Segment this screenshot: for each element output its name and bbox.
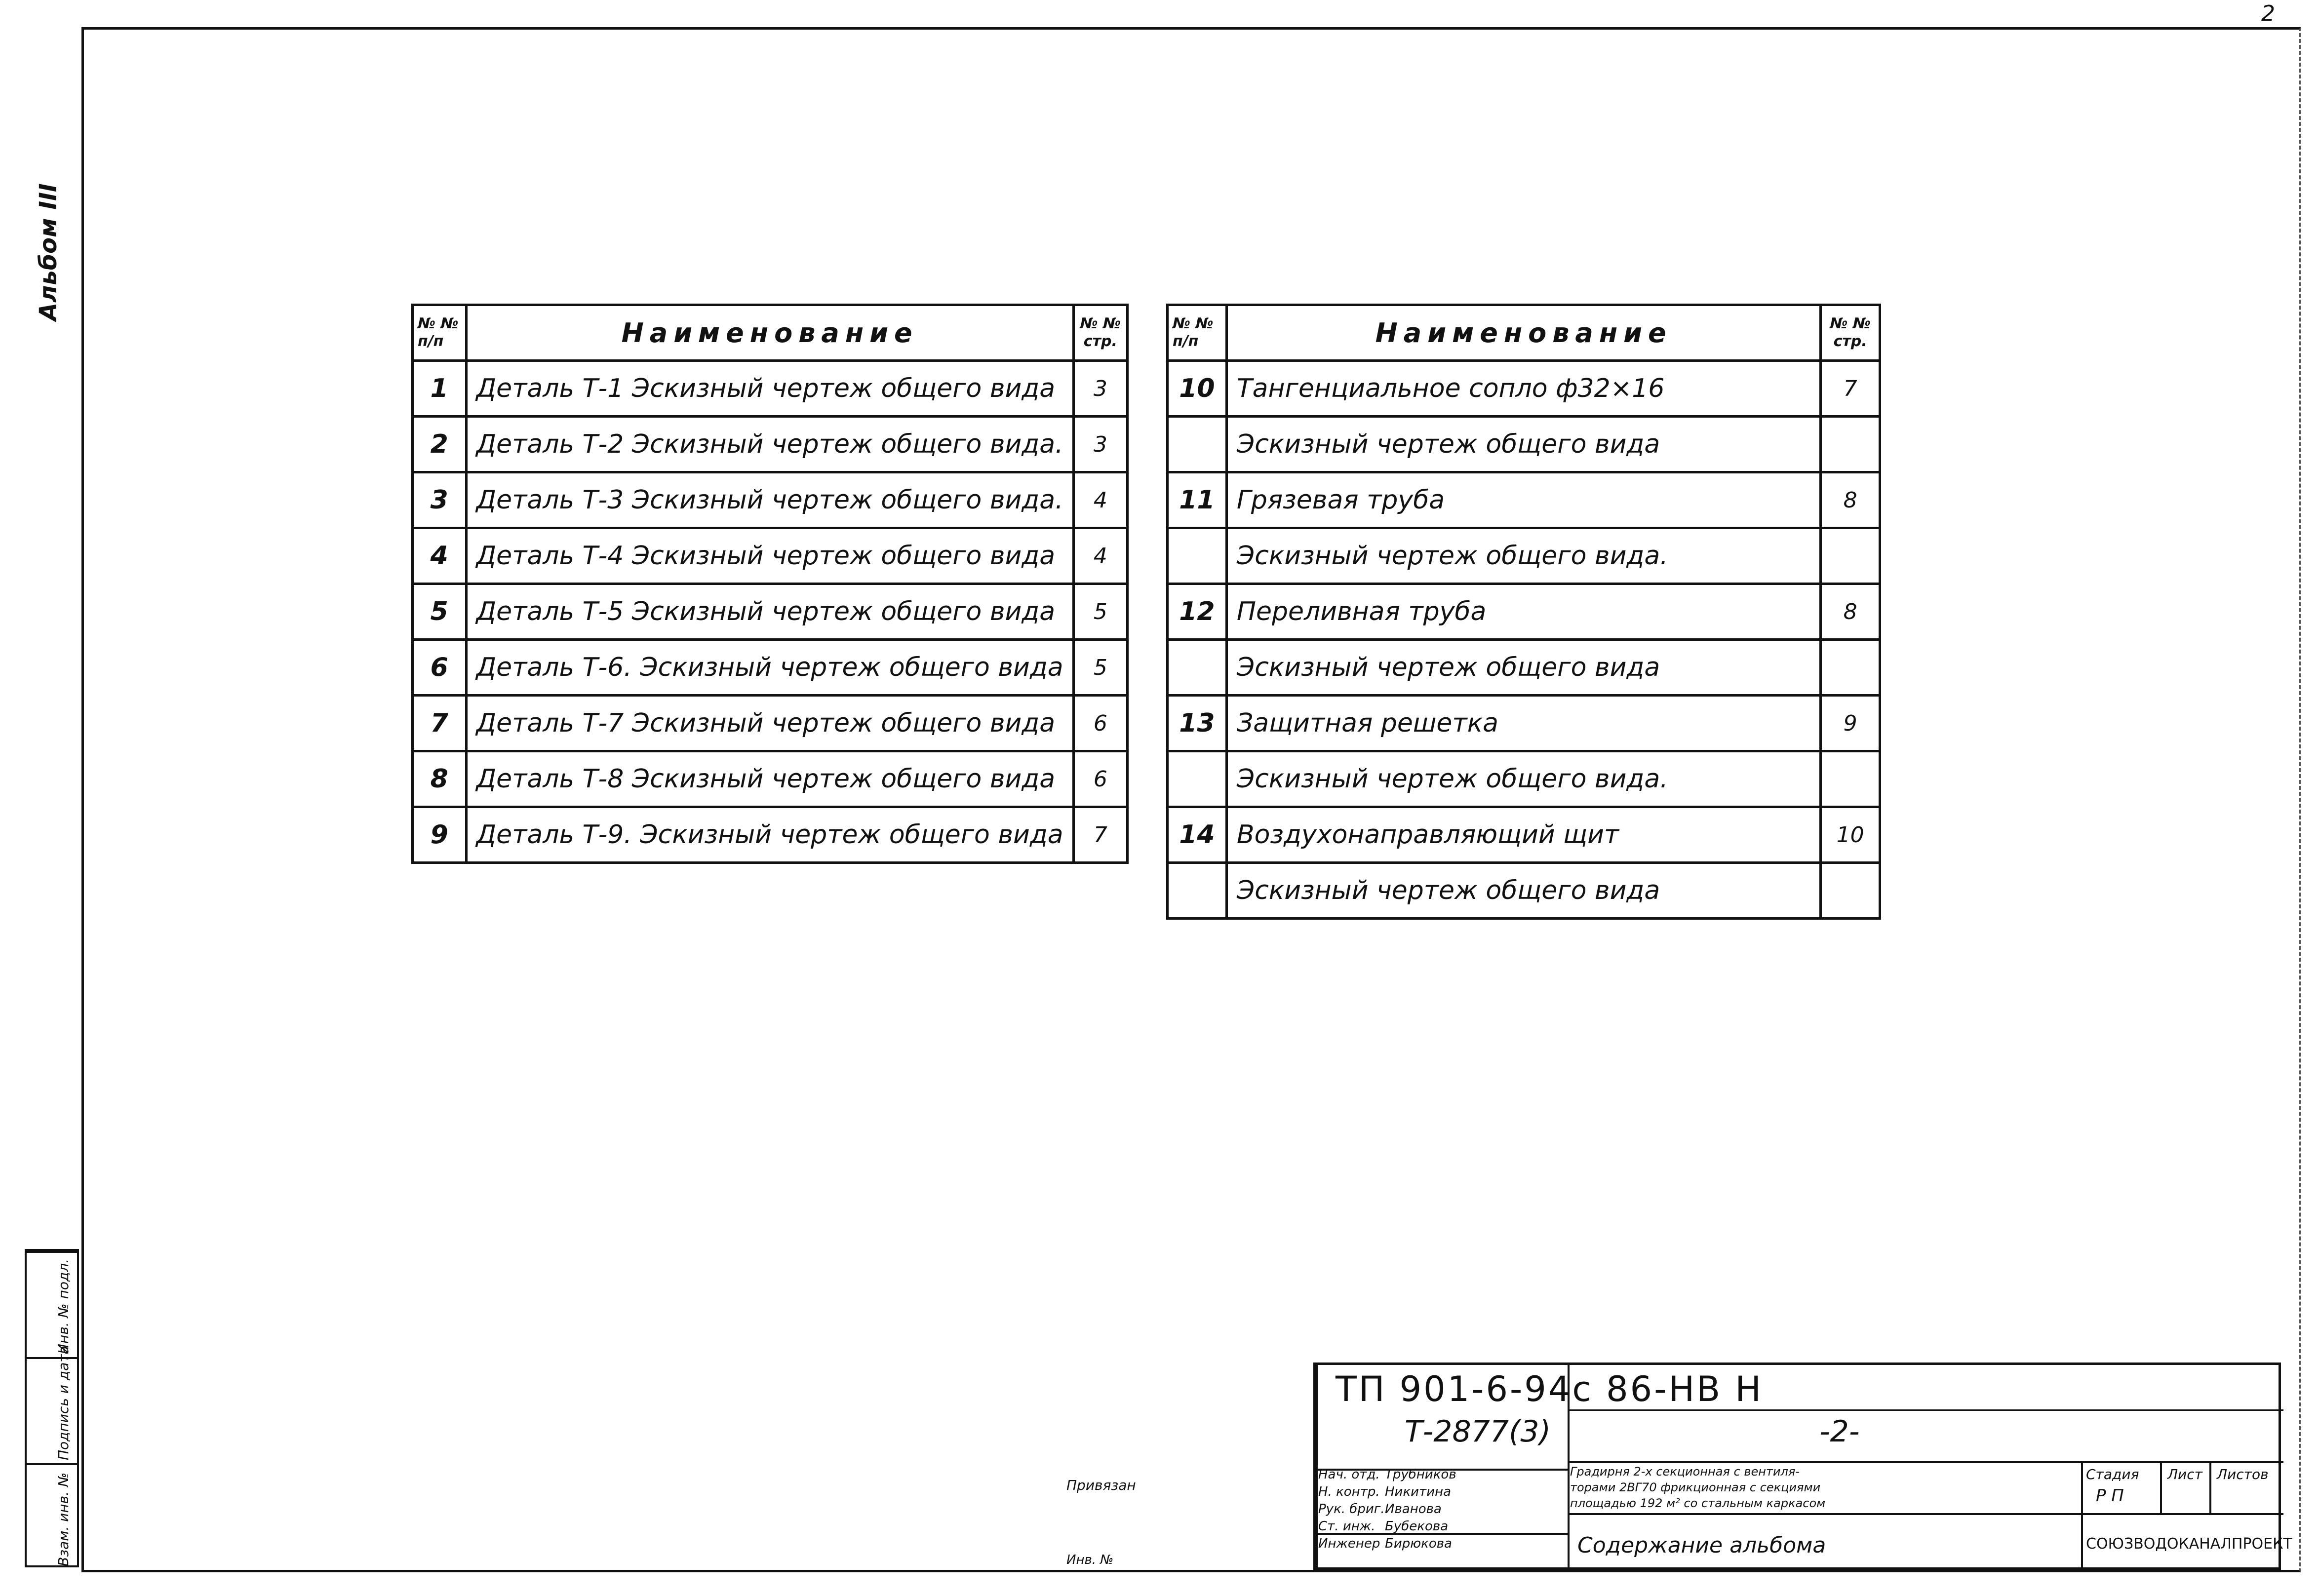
row-number: 1 xyxy=(413,361,467,417)
tb-line xyxy=(2209,1461,2211,1513)
row-number: 3 xyxy=(413,472,467,528)
sheet-number: 2 xyxy=(2261,1,2275,26)
sheets-header: Листов xyxy=(2217,1466,2269,1482)
tb-line xyxy=(1316,1365,1318,1567)
row-number: 12 xyxy=(1168,584,1227,640)
row-name: Воздухонаправляющий щит xyxy=(1226,807,1820,863)
row-name: Эскизный чертеж общего вида xyxy=(1226,417,1820,472)
signature-name: Бирюкова xyxy=(1385,1536,1452,1551)
row-number: 2 xyxy=(413,417,467,472)
header-page: № № стр. xyxy=(1821,305,1880,361)
signature-name: Никитина xyxy=(1385,1484,1452,1499)
doc-code: ТП 901-6-94с 86-НВ Н xyxy=(1336,1369,1763,1409)
row-page: 10 xyxy=(1821,807,1880,863)
signature-name: Иванова xyxy=(1385,1502,1442,1517)
row-number: 11 xyxy=(1168,472,1227,528)
header-name: Наименование xyxy=(1226,305,1820,361)
tb-line xyxy=(1568,1461,2283,1463)
row-name: Деталь Т-5 Эскизный чертеж общего вида xyxy=(466,584,1073,640)
album-label: Альбом III xyxy=(35,183,62,321)
row-name: Переливная труба xyxy=(1226,584,1820,640)
signature-role: Рук. бриг. xyxy=(1318,1502,1385,1517)
stage-header: Стадия xyxy=(2086,1466,2139,1482)
signature-role: Инженер xyxy=(1318,1536,1380,1551)
row-name: Деталь Т-2 Эскизный чертеж общего вида. xyxy=(466,417,1073,472)
row-page: 7 xyxy=(1073,807,1127,863)
toc-row xyxy=(1168,807,1880,863)
toc-row xyxy=(413,528,1128,584)
tb-line xyxy=(2160,1461,2162,1513)
row-number: 9 xyxy=(413,807,467,863)
signature-name: Трубников xyxy=(1385,1467,1456,1482)
toc-row xyxy=(1168,640,1880,696)
row-number: 5 xyxy=(413,584,467,640)
tb-line xyxy=(1568,1409,2283,1411)
handwritten-ref: Т-2877(3) xyxy=(1405,1414,1551,1449)
row-page: 6 xyxy=(1073,696,1127,751)
row-page: 8 xyxy=(1821,472,1880,528)
row-name: Эскизный чертеж общего вида. xyxy=(1226,528,1820,584)
toc-row xyxy=(1168,584,1880,640)
row-number: 13 xyxy=(1168,696,1227,751)
row-name: Деталь Т-8 Эскизный чертеж общего вида xyxy=(466,751,1073,807)
side-stamp xyxy=(25,1249,79,1567)
row-page: 8 xyxy=(1821,584,1880,640)
toc-row xyxy=(413,751,1128,807)
row-name: Эскизный чертеж общего вида xyxy=(1226,640,1820,696)
row-number: 7 xyxy=(413,696,467,751)
row-name: Деталь Т-9. Эскизный чертеж общего вида xyxy=(466,807,1073,863)
organization: СОЮЗВОДОКАНАЛПРОЕКТ xyxy=(2086,1535,2292,1553)
row-name: Грязевая труба xyxy=(1226,472,1820,528)
row-name: Эскизный чертеж общего вида. xyxy=(1226,751,1820,807)
row-name: Защитная решетка xyxy=(1226,696,1820,751)
row-page: 3 xyxy=(1073,417,1127,472)
linked-label: Привязан xyxy=(1066,1477,1136,1493)
signature-role: Ст. инж. xyxy=(1318,1519,1376,1534)
row-page xyxy=(1821,640,1880,696)
toc-row xyxy=(1168,472,1880,528)
toc-row xyxy=(413,472,1128,528)
tb-line xyxy=(1568,1513,2283,1515)
toc-row xyxy=(413,640,1128,696)
row-page: 7 xyxy=(1821,361,1880,417)
row-number xyxy=(1168,417,1227,472)
row-number xyxy=(1168,528,1227,584)
row-number xyxy=(1168,640,1227,696)
header-name: Наименование xyxy=(466,305,1073,361)
row-page xyxy=(1821,751,1880,807)
row-number: 8 xyxy=(413,751,467,807)
row-name: Деталь Т-1 Эскизный чертеж общего вида xyxy=(466,361,1073,417)
toc-row xyxy=(413,361,1128,417)
row-page: 6 xyxy=(1073,751,1127,807)
side-stamp-inv: Инв. № подл. xyxy=(55,1258,72,1354)
signature-name: Бубекова xyxy=(1385,1519,1449,1534)
toc-row xyxy=(1168,361,1880,417)
toc-row xyxy=(1168,751,1880,807)
header-number: № № п/п xyxy=(413,305,467,361)
signature-role: Н. контр. xyxy=(1318,1484,1380,1499)
signature-role: Нач. отд. xyxy=(1318,1467,1380,1482)
toc-row xyxy=(413,417,1128,472)
sheet-mark: -2- xyxy=(1819,1414,1860,1449)
header-page: № № стр. xyxy=(1073,305,1127,361)
tb-line xyxy=(2081,1461,2083,1572)
toc-row xyxy=(1168,696,1880,751)
header-number: № № п/п xyxy=(1168,305,1227,361)
row-number: 14 xyxy=(1168,807,1227,863)
row-number xyxy=(1168,863,1227,919)
toc-row xyxy=(413,584,1128,640)
row-page xyxy=(1821,528,1880,584)
toc-row xyxy=(1168,863,1880,919)
description: Градирня 2-х секционная с вентиля- торами 2ВГ70 фрикционная с секциями площадью 192 м² со стальным каркасом xyxy=(1570,1465,1826,1510)
row-name: Деталь Т-4 Эскизный чертеж общего вида xyxy=(466,528,1073,584)
row-name: Эскизный чертеж общего вида xyxy=(1226,863,1820,919)
row-page: 5 xyxy=(1073,640,1127,696)
row-page: 4 xyxy=(1073,472,1127,528)
row-name: Тангенциальное сопло ф32×16 xyxy=(1226,361,1820,417)
row-number: 4 xyxy=(413,528,467,584)
row-page: 9 xyxy=(1821,696,1880,751)
row-page xyxy=(1821,417,1880,472)
row-page: 5 xyxy=(1073,584,1127,640)
row-name: Деталь Т-7 Эскизный чертеж общего вида xyxy=(466,696,1073,751)
toc-row xyxy=(1168,417,1880,472)
row-name: Деталь Т-6. Эскизный чертеж общего вида xyxy=(466,640,1073,696)
row-number: 6 xyxy=(413,640,467,696)
row-page: 3 xyxy=(1073,361,1127,417)
row-number xyxy=(1168,751,1227,807)
stage-value: Р П xyxy=(2096,1486,2124,1506)
toc-row xyxy=(413,807,1128,863)
toc-row xyxy=(413,696,1128,751)
contents-table-right xyxy=(1166,304,1881,920)
side-stamp-replace: Взам. инв. № xyxy=(55,1472,72,1566)
row-page xyxy=(1821,863,1880,919)
toc-row xyxy=(1168,528,1880,584)
contents-table-left xyxy=(411,304,1129,864)
inv-label: Инв. № xyxy=(1066,1553,1114,1567)
row-name: Деталь Т-3 Эскизный чертеж общего вида. xyxy=(466,472,1073,528)
sheet-header: Лист xyxy=(2167,1466,2202,1482)
drawing-title: Содержание альбома xyxy=(1577,1533,1826,1558)
row-number: 10 xyxy=(1168,361,1227,417)
title-block xyxy=(1066,1362,2292,1570)
row-page: 4 xyxy=(1073,528,1127,584)
side-stamp-signature: Подпись и дата xyxy=(55,1346,72,1460)
